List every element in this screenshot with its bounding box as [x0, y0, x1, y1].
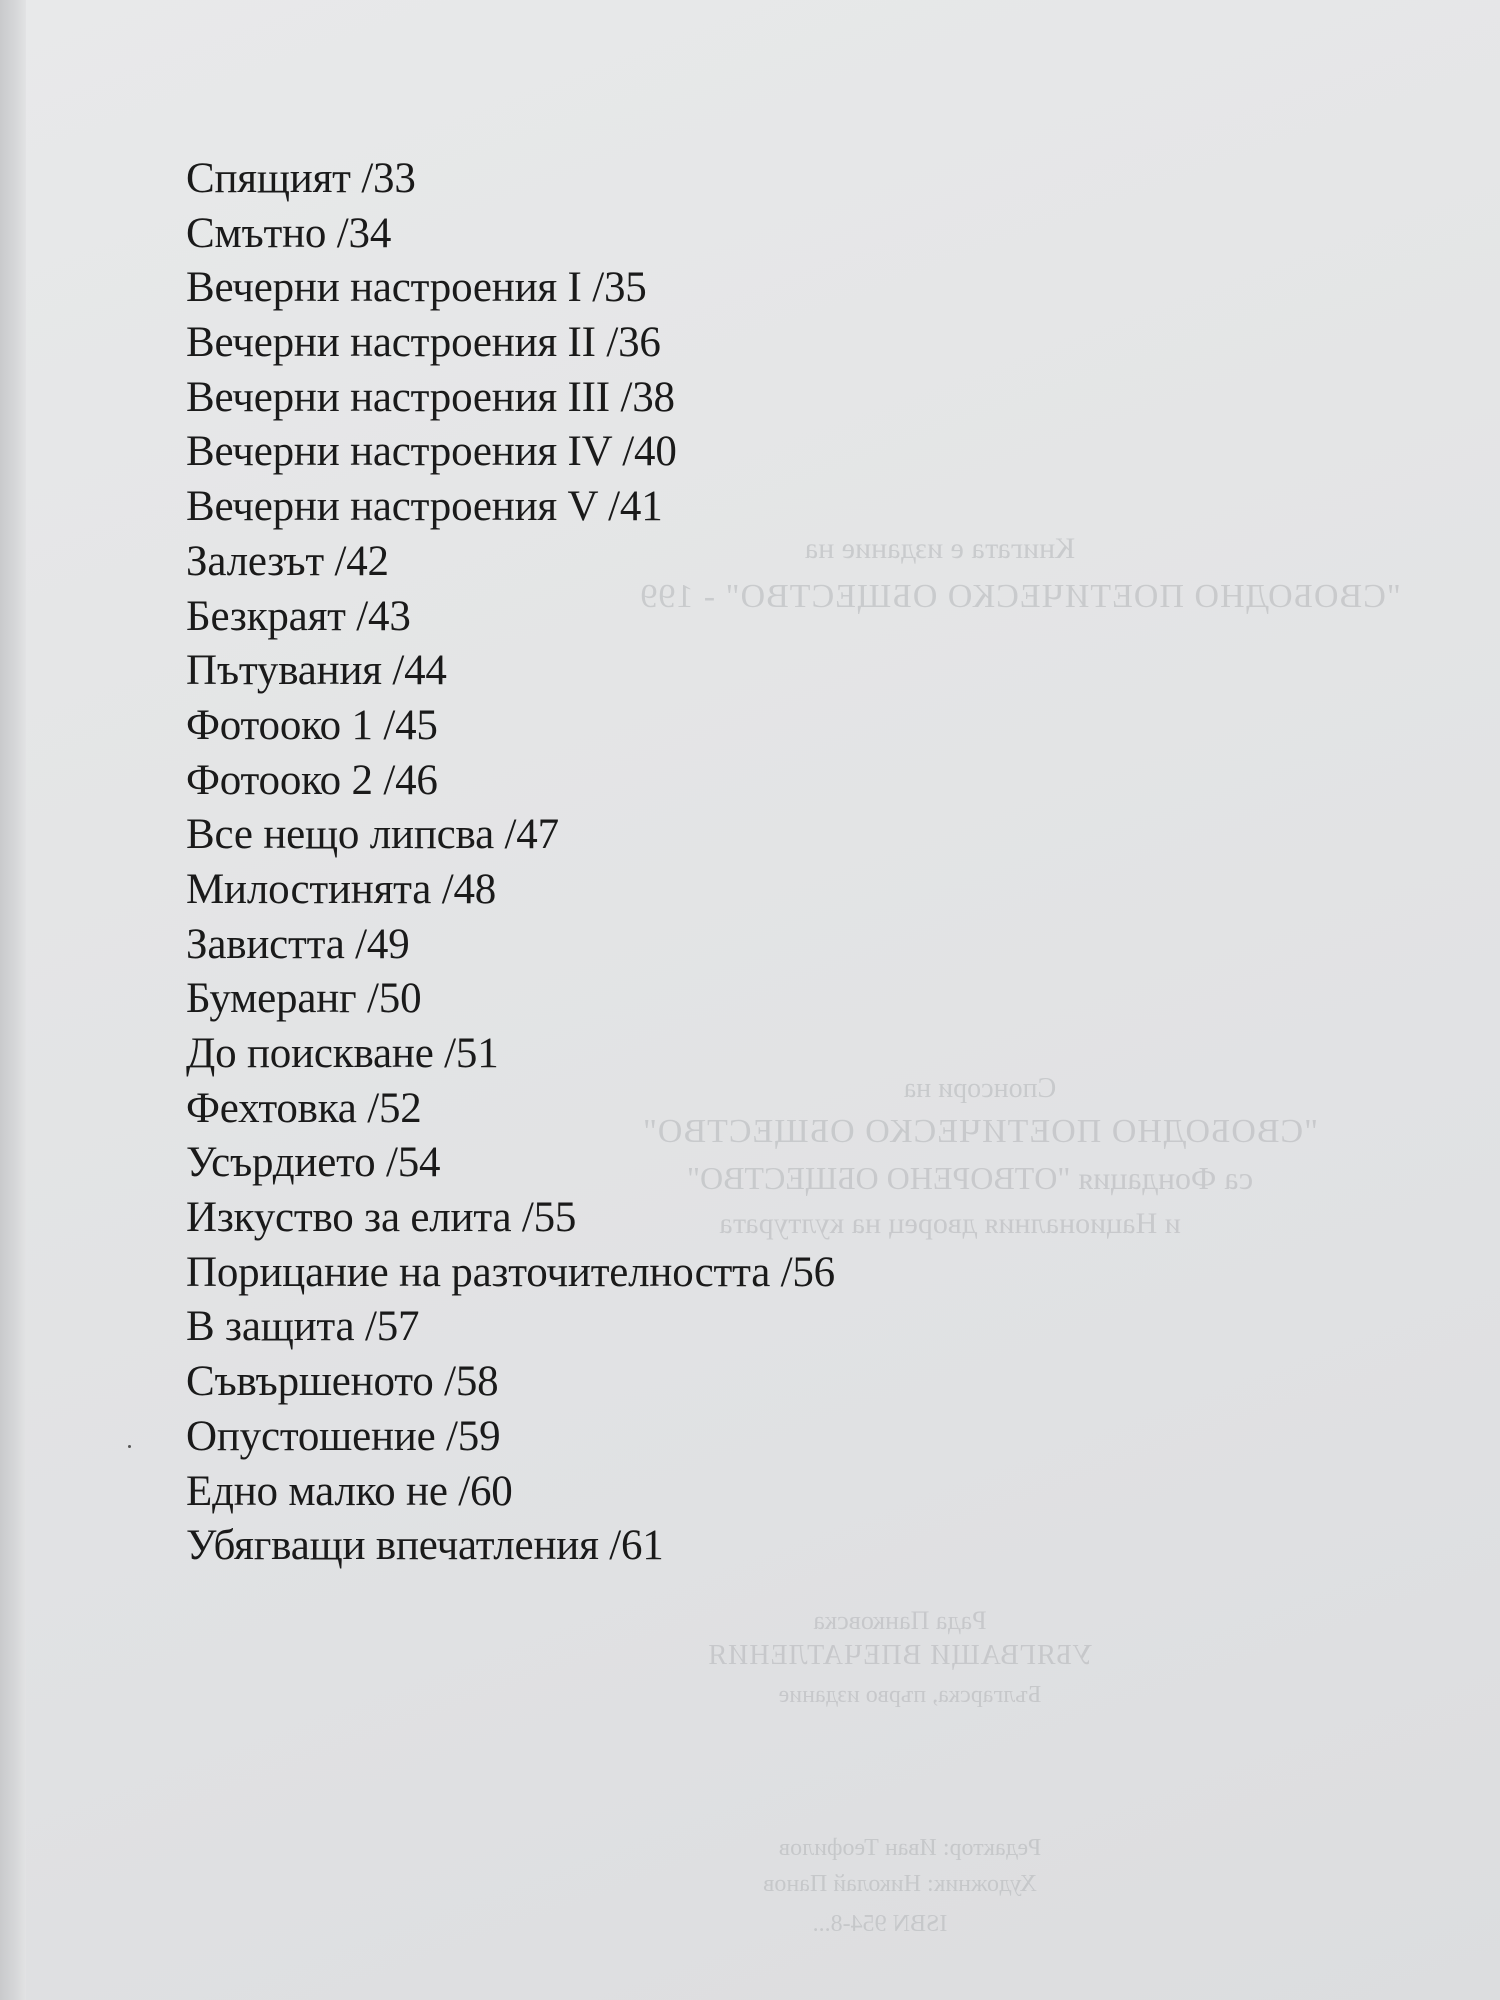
toc-entry: Спящият /33: [186, 155, 416, 202]
toc-entry: Вечерни настроения III /38: [186, 373, 675, 421]
toc-entry: Съвършеното /58: [186, 1358, 499, 1406]
show-through-text: "СВОБОДНО ПОЕТИЧЕСКО ОБЩЕСТВО" - 199: [639, 578, 1401, 615]
toc-entry: Завистта /49: [186, 920, 410, 968]
show-through-text: Българска, първо издание: [778, 1682, 1042, 1708]
toc-entry: До поискване /51: [186, 1030, 499, 1077]
show-through-text: ISBN 954-8...: [812, 1911, 948, 1937]
toc-entry: Все нещо липсва /47: [186, 811, 559, 859]
show-through-text: и Националния дворец на културата: [719, 1207, 1181, 1240]
toc-entry: Убягващи впечатления /61: [186, 1522, 664, 1570]
page-gutter: [0, 0, 26, 2000]
toc-entry: Бумеранг /50: [186, 975, 422, 1023]
show-through-text: Художник: Николай Панов: [763, 1871, 1037, 1897]
toc-entry: Безкраят /43: [186, 592, 411, 640]
show-through-text: Рада Панковска: [813, 1606, 987, 1635]
toc-entry: Вечерни настроения I /35: [186, 264, 647, 312]
show-through-text: "СВОБОДНО ПОЕТИЧЕСКО ОБЩЕСТВО": [641, 1113, 1319, 1150]
toc-entry: Пътувания /44: [186, 647, 447, 695]
show-through-text: Книгата е издание на: [804, 532, 1076, 565]
toc-entry: Изкуство за елита /55: [186, 1194, 577, 1242]
toc-entry: Фотооко 2 /46: [186, 756, 438, 804]
show-through-text: Редактор: Иван Теофилов: [778, 1835, 1042, 1861]
toc-entry: Смътно /34: [186, 209, 392, 257]
toc-entry: Усърдието /54: [186, 1139, 441, 1187]
show-through-text: Спонсори на: [903, 1073, 1057, 1104]
paper-speck: [128, 1445, 131, 1448]
toc-entry: Вечерни настроения V /41: [186, 483, 663, 531]
table-of-contents: [186, 152, 1186, 1574]
toc-entry: Вечерни настроения IV /40: [186, 428, 677, 476]
toc-entry: Опустошение /59: [186, 1412, 501, 1460]
toc-entry: Милостинята /48: [186, 865, 497, 913]
show-through-text: УБЯГВАЩИ ВПЕЧАТЛЕНИЯ: [707, 1640, 1093, 1671]
toc-entry: Порицание на разточителността /56: [186, 1248, 835, 1296]
show-through-text: са Фондация "ОТВОРЕНО ОБЩЕСТВО": [686, 1160, 1254, 1196]
toc-entry: Едно малко не /60: [186, 1467, 513, 1515]
toc-entry: Фехтовка /52: [186, 1084, 422, 1132]
toc-entry: Фотооко 1 /45: [186, 701, 438, 749]
toc-entry: В защита /57: [186, 1303, 420, 1351]
toc-entry: Вечерни настроения II /36: [186, 319, 661, 367]
toc-entry: Залезът /42: [186, 537, 389, 585]
